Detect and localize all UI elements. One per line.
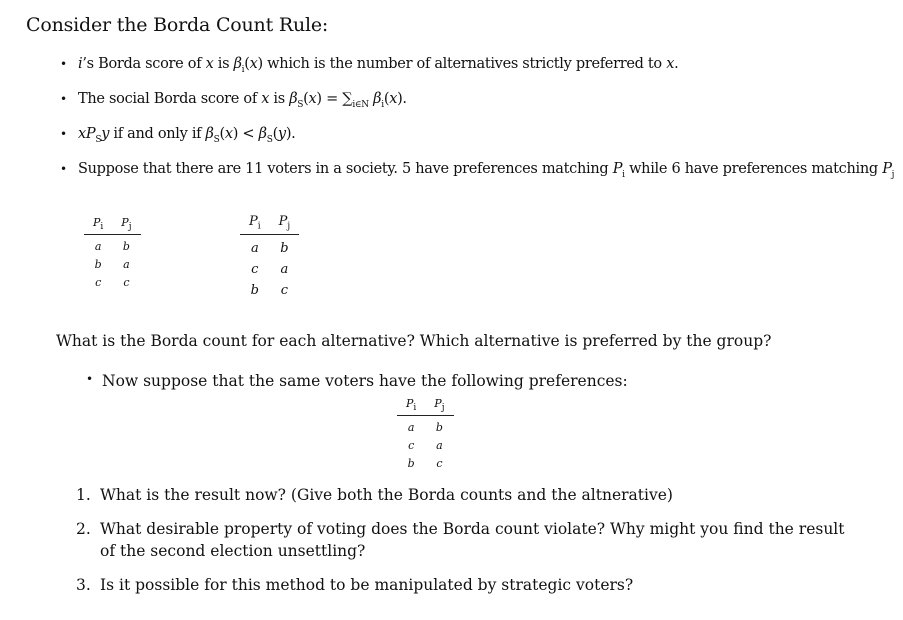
table-header: [84, 216, 141, 235]
list-item: 2. What desirable property of voting does the Borda count violate? Why might you find the result of the second election unsettling?: [76, 520, 845, 560]
definitions-list: [60, 54, 900, 194]
table-row: a b: [407, 421, 443, 435]
preference-table-1: [84, 216, 141, 289]
table-row: b c: [407, 457, 443, 471]
column-header: $P_i$: [397, 397, 425, 416]
table-row: c c: [95, 276, 130, 290]
column-header: $P_j$: [425, 397, 453, 416]
item-number: 3.: [76, 576, 91, 594]
bullet-icon: •: [60, 127, 67, 141]
item-number: 2.: [76, 520, 91, 538]
bullet-icon: •: [60, 92, 67, 106]
item-number: 1.: [76, 486, 91, 504]
list-item: • $xP_Sy$ if and only if $\beta_S(x) < \beta_S(y)$.: [60, 126, 296, 145]
list-item: 3. Is it possible for this method to be manipulated by strategic voters?: [76, 576, 634, 594]
table-row: b a: [94, 258, 130, 272]
list-item: • i’s Borda score of x is $\beta_i(x)$ which is the number of alternatives strictly preferred to x.: [60, 56, 679, 75]
table-row: a b: [250, 240, 289, 256]
table-row: c a: [251, 261, 289, 277]
bullet-icon: •: [60, 57, 67, 71]
bullet-icon: •: [86, 372, 94, 386]
list-item: 1. What is the result now? (Give both the Borda counts and the altnerative): [76, 486, 673, 504]
column-header: $P_i$: [84, 216, 112, 235]
column-header: $P_j$: [112, 216, 140, 235]
bullet-icon: •: [60, 162, 67, 176]
table-row: b c: [250, 282, 289, 298]
column-header: $P_i$: [240, 214, 270, 234]
list-item: • Now suppose that the same voters have the following preferences:: [86, 372, 628, 390]
table-row: c a: [408, 439, 443, 453]
page-title: Consider the Borda Count Rule:: [26, 14, 329, 36]
question-borda-count: What is the Borda count for each alternative? Which alternative is preferred by the group?: [56, 332, 772, 350]
preference-table-2: [240, 214, 299, 298]
list-item: • Suppose that there are 11 voters in a society. 5 have preferences matching $P_i$ while 6 have preferences matching $P_j$: [60, 161, 895, 180]
numbered-questions: [76, 484, 856, 608]
table-header: [397, 397, 454, 416]
preference-table-3: [397, 397, 454, 470]
table-header: [240, 214, 299, 234]
list-item: • The social Borda score of x is $\beta_S(x) = \sum_{i\in N}$ $\beta_i(x)$.: [60, 91, 407, 110]
table-row: a b: [94, 240, 130, 254]
column-header: $P_j$: [270, 214, 300, 234]
